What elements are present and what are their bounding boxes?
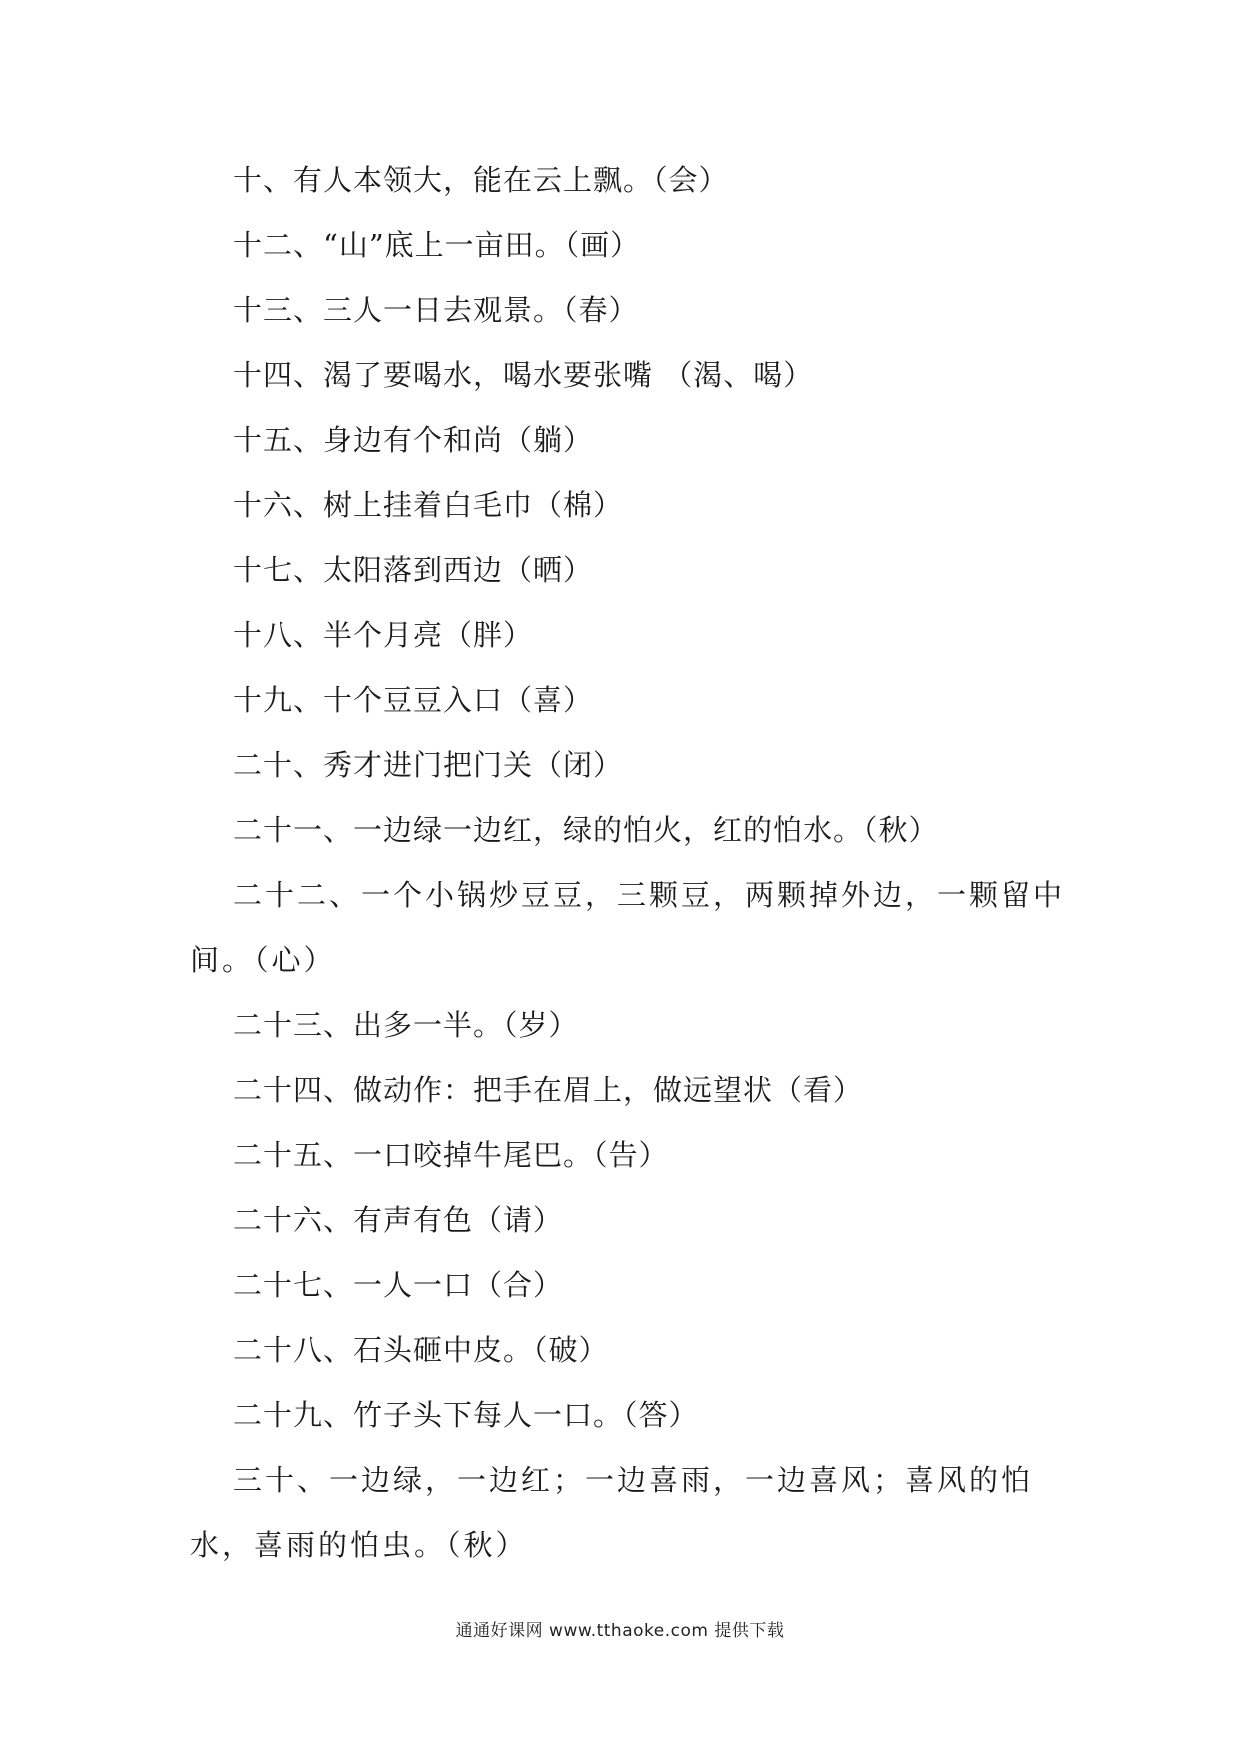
download-footer: 通通好课网 www.tthaoke.com 提供下载 [455,1621,785,1641]
riddle-15: 十五、身边有个和尚（躺） [233,423,594,457]
riddle-21: 二十一、一边绿一边红，绿的怕火，红的怕水。（秋） [233,813,939,847]
riddle-26: 二十六、有声有色（请） [233,1203,564,1237]
riddle-19: 十九、十个豆豆入口（喜） [233,683,594,717]
riddle-28: 二十八、石头砸中皮。（破） [233,1333,609,1367]
riddle-20: 二十、秀才进门把门关（闭） [233,748,624,782]
riddle-list [190,148,1070,1578]
riddle-29: 二十九、竹子头下每人一口。（答） [233,1398,699,1432]
riddle-30: 三十、一边绿，一边红；一边喜雨，一边喜风；喜风的怕水，喜雨的怕虫。（秋） [190,1463,1034,1562]
riddle-17: 十七、太阳落到西边（晒） [233,553,594,587]
riddle-18: 十八、半个月亮（胖） [233,618,534,652]
riddle-27: 二十七、一人一口（合） [233,1268,564,1302]
riddle-14: 十四、渴了要喝水，喝水要张嘴 （渴、喝） [233,358,814,392]
riddle-12: 十二、“山”底上一亩田。（画） [233,228,641,262]
riddle-23: 二十三、出多一半。（岁） [233,1008,579,1042]
riddle-13: 十三、三人一日去观景。（春） [233,293,639,327]
riddle-24: 二十四、做动作：把手在眉上，做远望状（看） [233,1073,864,1107]
riddle-16: 十六、树上挂着白毛巾（棉） [233,488,624,522]
riddle-10: 十、有人本领大，能在云上飘。（会） [233,163,729,197]
riddle-25: 二十五、一口咬掉牛尾巴。（告） [233,1138,669,1172]
riddle-22: 二十二、一个小锅炒豆豆，三颗豆，两颗掉外边，一颗留中间。（心） [190,878,1066,977]
